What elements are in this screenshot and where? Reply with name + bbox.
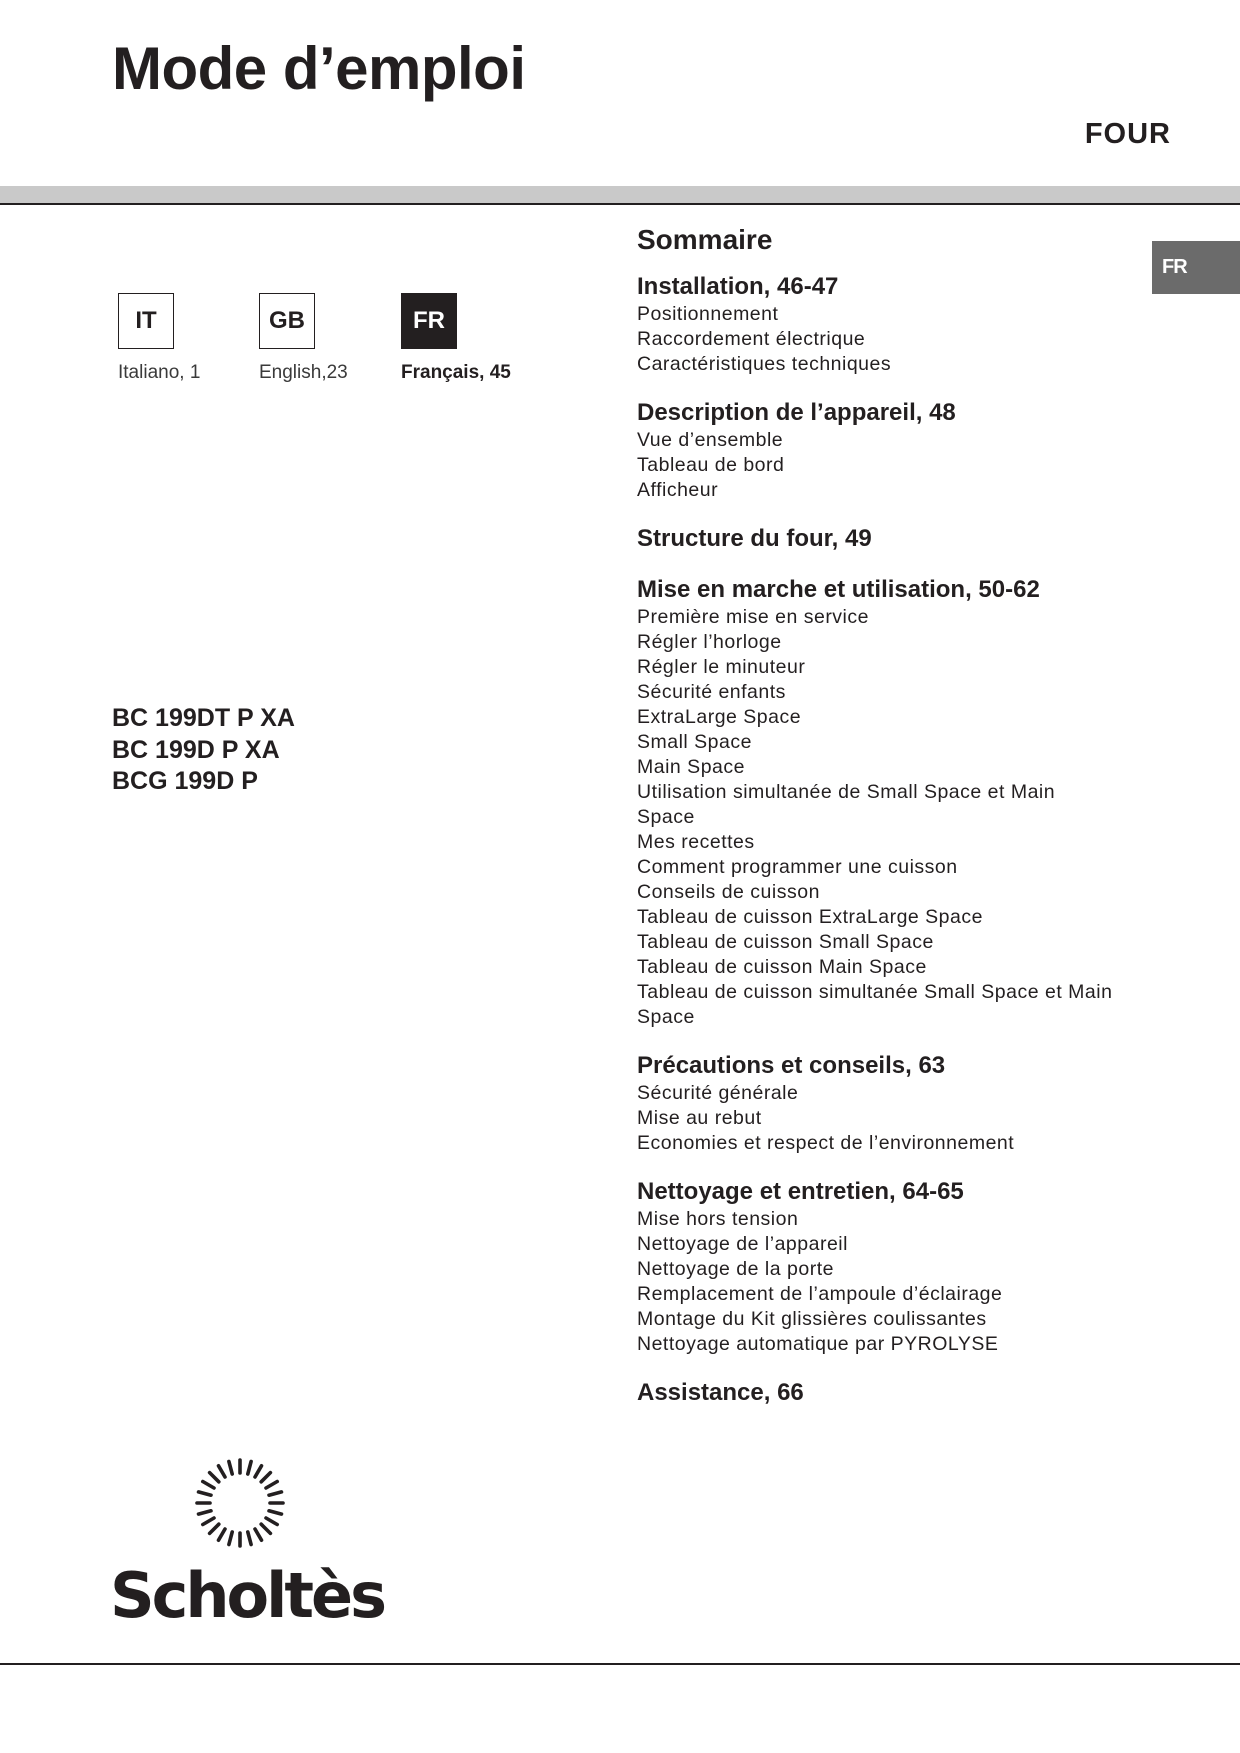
- toc-section: [637, 524, 1157, 554]
- sun-ray: [203, 1482, 214, 1489]
- toc-item: Tableau de cuisson ExtraLarge Space: [637, 906, 983, 928]
- toc-item: Vue d’ensemble: [637, 429, 784, 451]
- language-label: English,23: [259, 362, 348, 383]
- footer-divider: [0, 1663, 1240, 1665]
- toc-item: Nettoyage automatique par PYROLYSE: [637, 1333, 999, 1355]
- toc-section: [637, 398, 1157, 503]
- header-band: [0, 186, 1240, 203]
- toc-item: Première mise en service: [637, 606, 869, 628]
- sun-ray: [261, 1524, 270, 1533]
- model-number: BCG 199D P: [112, 767, 258, 795]
- toc-item: Tableau de bord: [637, 454, 785, 476]
- toc-item: Nettoyage de la porte: [637, 1258, 834, 1280]
- toc-section: [637, 575, 1157, 1030]
- page-title: Mode d’emploi: [112, 35, 526, 102]
- toc-section-title: Installation, 46-47: [637, 273, 839, 300]
- sun-ray: [229, 1532, 232, 1545]
- toc-item: Afficheur: [637, 479, 719, 501]
- sun-ray: [266, 1482, 277, 1489]
- toc-item: Montage du Kit glissières coulissantes: [637, 1308, 987, 1330]
- brand-name: Scholtès: [110, 1559, 384, 1632]
- toc-section-title: Précautions et conseils, 63: [637, 1052, 946, 1079]
- toc-item: Raccordement électrique: [637, 328, 866, 350]
- toc-section-title: Description de l’appareil, 48: [637, 399, 956, 426]
- toc-heading: Sommaire: [637, 224, 773, 255]
- toc-section: [637, 1177, 1157, 1357]
- language-option-it[interactable]: [118, 293, 278, 384]
- language-label: Italiano, 1: [118, 362, 201, 383]
- toc-item: Main Space: [637, 756, 745, 778]
- sun-ray: [203, 1518, 214, 1525]
- toc-item: Space: [637, 806, 695, 828]
- sun-ray: [255, 1466, 262, 1477]
- toc-section-title: Structure du four, 49: [637, 525, 872, 552]
- language-label: Français, 45: [401, 362, 511, 383]
- toc-item: Mes recettes: [637, 831, 755, 853]
- model-list: [112, 703, 295, 798]
- toc-section-title: Nettoyage et entretien, 64-65: [637, 1178, 964, 1205]
- language-code-box[interactable]: GB: [259, 293, 315, 349]
- toc-item: Régler l’horloge: [637, 631, 782, 653]
- toc-section: [637, 272, 1157, 377]
- sun-ray: [269, 1511, 282, 1514]
- toc-item: Conseils de cuisson: [637, 881, 820, 903]
- sun-ray: [210, 1524, 219, 1533]
- toc-item: Comment programmer une cuisson: [637, 856, 958, 878]
- sun-ray: [269, 1492, 282, 1495]
- sun-ray: [219, 1529, 226, 1540]
- model-number: BC 199D P XA: [112, 735, 280, 764]
- toc-section: [637, 1051, 1157, 1156]
- sun-ray: [261, 1473, 270, 1482]
- product-category: FOUR: [1084, 118, 1171, 150]
- language-side-tab: FR: [1152, 241, 1240, 294]
- sun-ray: [266, 1518, 277, 1525]
- toc-section: [637, 1378, 1157, 1408]
- sun-ray: [248, 1462, 251, 1475]
- toc-item: Mise au rebut: [637, 1107, 762, 1129]
- toc-item: Space: [637, 1006, 695, 1028]
- toc-section-title: Assistance, 66: [637, 1379, 804, 1406]
- model-number: BC 199DT P XA: [112, 704, 295, 732]
- toc-item: Tableau de cuisson simultanée Small Space et Main: [637, 981, 1113, 1003]
- toc-item: Régler le minuteur: [637, 656, 806, 678]
- sun-ray: [219, 1466, 226, 1477]
- toc-item: Nettoyage de l’appareil: [637, 1233, 848, 1255]
- sun-ray: [248, 1532, 251, 1545]
- toc-item: Caractéristiques techniques: [637, 353, 892, 375]
- language-code-box[interactable]: FR: [401, 293, 457, 349]
- language-code-box[interactable]: IT: [118, 293, 174, 349]
- brand-logo: [110, 1455, 384, 1635]
- sun-rays-icon: [180, 1455, 300, 1555]
- sun-ray: [255, 1529, 262, 1540]
- toc-item: Utilisation simultanée de Small Space et Main: [637, 781, 1056, 803]
- toc-item: Economies et respect de l’environnement: [637, 1132, 1015, 1154]
- toc-item: Mise hors tension: [637, 1208, 799, 1230]
- toc-item: ExtraLarge Space: [637, 706, 802, 728]
- table-of-contents: [637, 224, 1157, 1429]
- language-option-gb[interactable]: [259, 293, 419, 384]
- toc-section-title: Mise en marche et utilisation, 50-62: [637, 576, 1040, 603]
- toc-sections: [637, 272, 1157, 1408]
- toc-item: Tableau de cuisson Main Space: [637, 956, 927, 978]
- toc-item: Remplacement de l’ampoule d’éclairage: [637, 1283, 1003, 1305]
- sun-ray: [199, 1492, 212, 1495]
- sun-ray: [199, 1511, 212, 1514]
- toc-item: Tableau de cuisson Small Space: [637, 931, 934, 953]
- sun-ray: [229, 1462, 232, 1475]
- header-divider: [0, 203, 1240, 205]
- language-option-fr[interactable]: [401, 293, 561, 384]
- toc-item: Sécurité enfants: [637, 681, 786, 703]
- toc-item: Small Space: [637, 731, 752, 753]
- toc-item: Sécurité générale: [637, 1082, 799, 1104]
- sun-ray: [210, 1473, 219, 1482]
- toc-item: Positionnement: [637, 303, 779, 325]
